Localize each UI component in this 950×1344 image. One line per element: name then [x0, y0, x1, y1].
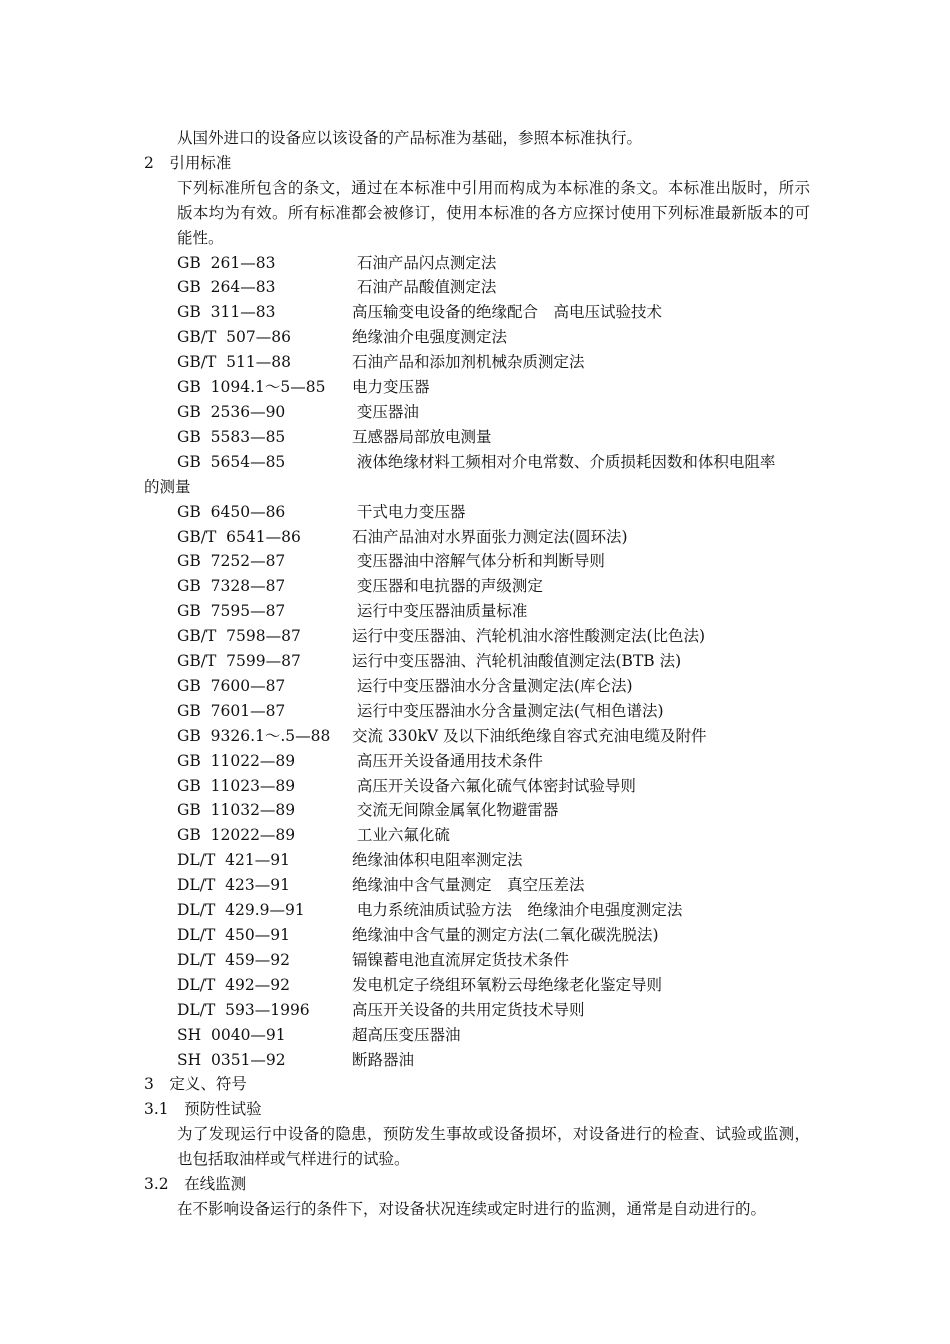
intro-paragraph: 从国外进口的设备应以该设备的产品标准为基础，参照本标准执行。: [177, 129, 643, 147]
reference-code: GB/T 507—86: [177, 328, 291, 347]
reference-title: 液体绝缘材料工频相对介电常数、介质损耗因数和体积电阻率: [352, 452, 776, 471]
reference-title: 高压输变电设备的绝缘配合 高电压试验技术: [352, 303, 663, 322]
reference-code: DL/T 429.9—91: [177, 901, 305, 920]
reference-title: 变压器和电抗器的声级测定: [352, 577, 543, 596]
reference-code: GB 11022—89: [177, 751, 296, 770]
reference-title: 高压开关设备六氟化硫气体密封试验导则: [352, 776, 636, 795]
reference-code: GB 7252—87: [177, 552, 286, 571]
reference-code: GB 264—83: [177, 278, 276, 297]
section-3-heading: 3 定义、符号: [144, 1075, 247, 1094]
reference-title: 电力系统油质试验方法 绝缘油介电强度测定法: [352, 901, 683, 920]
reference-item: [144, 948, 810, 973]
section-3-1-paragraph: 为了发现运行中设备的隐患，预防发生事故或设备损坏，对设备进行的检查、试验或监测，也包括取油样或气样进行的试验。: [177, 1125, 810, 1169]
reference-code: SH 0040—91: [177, 1025, 286, 1044]
reference-title: 变压器油中溶解气体分析和判断导则: [352, 552, 605, 571]
reference-code: DL/T 423—91: [177, 876, 290, 895]
reference-item: [144, 251, 810, 276]
reference-item: [144, 599, 810, 624]
reference-code: GB 261—83: [177, 253, 276, 272]
document-page: [144, 126, 810, 1222]
reference-item: [144, 749, 810, 774]
reference-title: 绝缘油中含气量测定 真空压差法: [352, 876, 585, 895]
reference-code: GB 6450—86: [177, 502, 286, 521]
reference-title: 石油产品油对水界面张力测定法(圆环法): [352, 527, 628, 546]
reference-title-continuation: 的测量: [144, 477, 191, 496]
reference-item: [144, 798, 810, 823]
reference-code: DL/T 492—92: [177, 975, 290, 994]
reference-code: GB/T 511—88: [177, 353, 291, 372]
reference-title: 变压器油: [352, 402, 419, 421]
reference-title: 高压开关设备通用技术条件: [352, 751, 543, 770]
section-3-1-heading: 3.1 预防性试验: [144, 1100, 262, 1119]
reference-item: [144, 699, 810, 724]
section-3-2-paragraph: 在不影响设备运行的条件下，对设备状况连续或定时进行的监测，通常是自动进行的。: [177, 1199, 767, 1218]
reference-item: [144, 325, 810, 350]
reference-code: GB 7595—87: [177, 602, 286, 621]
reference-title: 运行中变压器油水分含量测定法(气相色谱法): [352, 701, 664, 720]
reference-code: GB 11023—89: [177, 776, 296, 795]
reference-title: 绝缘油中含气量的测定方法(二氧化碳洗脱法): [352, 926, 659, 944]
reference-standards-list: [144, 251, 810, 1073]
reference-item: [144, 873, 810, 898]
reference-title: 运行中变压器油、汽轮机油水溶性酸测定法(比色法): [352, 627, 706, 646]
reference-item: [144, 973, 810, 998]
section-2-paragraph: 下列标准所包含的条文，通过在本标准中引用而构成为本标准的条文。本标准出版时，所示版本均为有效。所有标准都会被修订，使用本标准的各方应探讨使用下列标准最新版本的可能性。: [177, 178, 810, 247]
reference-title: 交流无间隙金属氧化物避雷器: [352, 801, 559, 820]
section-3-2-heading: 3.2 在线监测: [144, 1175, 247, 1194]
reference-item: [144, 525, 810, 550]
reference-item: [144, 674, 810, 699]
reference-item: [144, 774, 810, 799]
reference-title: 石油产品和添加剂机械杂质测定法: [352, 353, 585, 372]
reference-code: GB 5583—85: [177, 427, 286, 446]
reference-title: 交流 330kV 及以下油纸绝缘自容式充油电缆及附件: [352, 726, 707, 745]
reference-code: GB 7328—87: [177, 577, 286, 596]
reference-code: GB 11032—89: [177, 801, 296, 820]
reference-item: [144, 375, 810, 400]
reference-title: 镉镍蓄电池直流屏定货技术条件: [352, 950, 570, 969]
reference-item: [144, 848, 810, 873]
reference-code: GB 12022—89: [177, 826, 296, 845]
reference-title: 超高压变压器油: [352, 1025, 461, 1044]
reference-item: [144, 1023, 810, 1048]
reference-title: 高压开关设备的共用定货技术导则: [352, 1000, 585, 1019]
reference-item: [144, 624, 810, 649]
reference-item: [144, 898, 810, 923]
reference-item: [144, 923, 810, 948]
reference-title: 运行中变压器油质量标准: [352, 602, 528, 621]
reference-code: DL/T 421—91: [177, 851, 290, 870]
reference-title: 石油产品闪点测定法: [352, 253, 497, 272]
reference-code: GB 1094.1～5—85: [177, 378, 326, 397]
reference-item: [144, 649, 810, 674]
reference-code: DL/T 593—1996: [177, 1000, 310, 1019]
reference-title: 断路器油: [352, 1050, 415, 1069]
reference-item: [144, 275, 810, 300]
reference-code: GB 7600—87: [177, 676, 286, 695]
reference-item: [144, 549, 810, 574]
reference-title: 运行中变压器油水分含量测定法(库仑法): [352, 676, 633, 695]
reference-code: GB 9326.1～.5—88: [177, 726, 331, 745]
reference-item: [144, 300, 810, 325]
reference-title: 绝缘油介电强度测定法: [352, 328, 508, 347]
reference-code: GB 311—83: [177, 303, 276, 322]
reference-title: 工业六氟化硫: [352, 826, 450, 845]
reference-item: [144, 400, 810, 425]
reference-title: 互感器局部放电测量: [352, 427, 492, 446]
reference-title: 电力变压器: [352, 378, 430, 397]
reference-item: [144, 350, 810, 375]
reference-item: [144, 425, 810, 450]
reference-code: GB/T 7598—87: [177, 627, 301, 646]
reference-item: [144, 450, 810, 475]
reference-item: [144, 500, 810, 525]
reference-code: GB/T 6541—86: [177, 527, 301, 546]
reference-item: [144, 574, 810, 599]
reference-code: DL/T 450—91: [177, 926, 290, 944]
reference-code: DL/T 459—92: [177, 950, 290, 969]
reference-code: GB 2536—90: [177, 402, 286, 421]
reference-title: 运行中变压器油、汽轮机油酸值测定法(BTB 法): [352, 652, 682, 671]
reference-title: 干式电力变压器: [352, 502, 466, 521]
reference-code: GB 7601—87: [177, 701, 286, 720]
reference-title: 石油产品酸值测定法: [352, 278, 497, 297]
reference-item: [144, 823, 810, 848]
reference-title: 绝缘油体积电阻率测定法: [352, 851, 523, 870]
reference-item: [144, 1048, 810, 1073]
reference-title: 发电机定子绕组环氧粉云母绝缘老化鉴定导则: [352, 975, 663, 994]
reference-item: [144, 998, 810, 1023]
reference-code: SH 0351—92: [177, 1050, 286, 1069]
reference-item: [144, 724, 810, 749]
reference-code: GB 5654—85: [177, 452, 286, 471]
reference-code: GB/T 7599—87: [177, 652, 301, 671]
section-2-heading: 2 引用标准: [144, 153, 232, 172]
